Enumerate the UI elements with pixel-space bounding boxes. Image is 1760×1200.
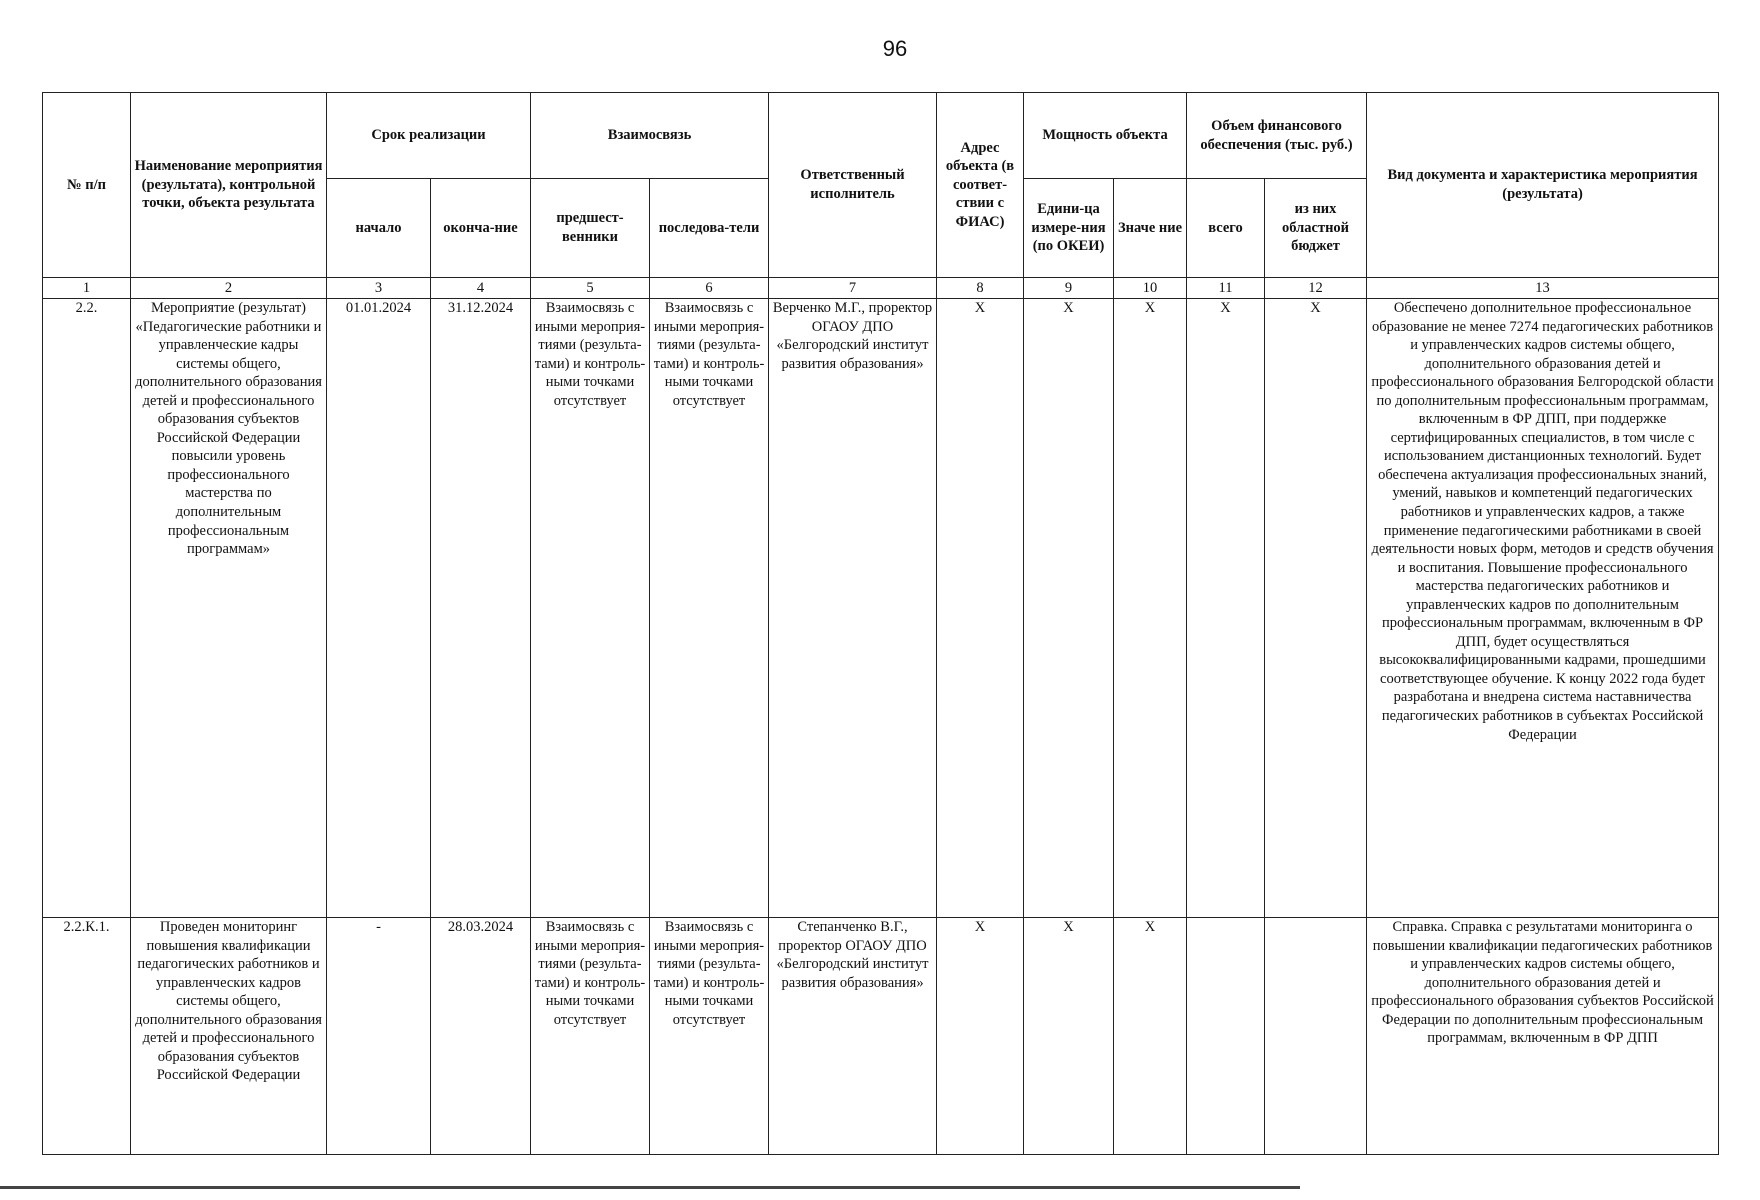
column-number: 11: [1187, 278, 1265, 299]
scan-artifact-line: [0, 1186, 1300, 1189]
column-number: 4: [431, 278, 531, 299]
row-capacity-value: Х: [1114, 918, 1187, 1155]
row-successors: Взаимосвязь с иными мероприя-тиями (результа-тами) и контроль-ными точками отсутствует: [650, 918, 769, 1155]
row-name: Мероприятие (результат) «Педагогические работники и управленческие кадры системы общего, дополнительного образования детей и профессионального образования субъектов Российской Федерации повысили уровень профессионального мастерства по дополнительным профессиональным программам»: [131, 299, 327, 918]
header-capacity-value: Значе ние: [1114, 179, 1187, 278]
header-relation-pred: предшест-венники: [531, 179, 650, 278]
header-relation: Взаимосвязь: [531, 93, 769, 179]
row-capacity-value: Х: [1114, 299, 1187, 918]
header-responsible: Ответственный исполнитель: [769, 93, 937, 278]
row-successors: Взаимосвязь с иными мероприя-тиями (результа-тами) и контроль-ными точками отсутствует: [650, 299, 769, 918]
header-period: Срок реализации: [327, 93, 531, 179]
row-start-date: 01.01.2024: [327, 299, 431, 918]
row-end-date: 31.12.2024: [431, 299, 531, 918]
row-doc-description: Обеспечено дополнительное профессиональное образование не менее 7274 педагогических работников и управленческих кадров системы общего, дополнительного образования детей и профессионального образования Белгородской области по дополнительным профессиональным программам, включенным в ФР ДПП, при поддержке сертифицированных специалистов, в том числе с использованием дистанционных технологий. Будет обеспечена актуализация профессиональных знаний, умений, навыков и компетенций педагогических работников и управленческих кадров, а также применение педагогическими работниками в своей деятельности новых форм, методов и средств обучения и воспитания. Повышение профессионального мастерства педагогических работников и управленческих кадров по дополнительным профессиональным программам, включенным в ФР ДПП, будет осуществляться высококвалифицированными кадрами, прошедшими соответствующее обучение. К концу 2022 года будет разработана и внедрена система наставничества педагогических работников в субъектах Российской Федерации: [1367, 299, 1719, 918]
column-number: 6: [650, 278, 769, 299]
header-period-start: начало: [327, 179, 431, 278]
header-finance-total: всего: [1187, 179, 1265, 278]
column-number: 1: [43, 278, 131, 299]
column-number: 10: [1114, 278, 1187, 299]
row-finance-regional: Х: [1265, 299, 1367, 918]
row-id: 2.2.: [43, 299, 131, 918]
column-number: 12: [1265, 278, 1367, 299]
header-row-1: [43, 93, 1719, 179]
table-row: [43, 918, 1719, 1155]
header-relation-succ: последова-тели: [650, 179, 769, 278]
row-start-date: -: [327, 918, 431, 1155]
header-period-end: оконча-ние: [431, 179, 531, 278]
row-capacity-unit: Х: [1024, 299, 1114, 918]
row-finance-regional: [1265, 918, 1367, 1155]
row-address: Х: [937, 299, 1024, 918]
row-predecessors: Взаимосвязь с иными мероприя-тиями (результа-тами) и контроль-ными точками отсутствует: [531, 299, 650, 918]
row-finance-total: [1187, 918, 1265, 1155]
header-num: № п/п: [43, 93, 131, 278]
header-address: Адрес объекта (в соответ-ствии с ФИАС): [937, 93, 1024, 278]
row-finance-total: Х: [1187, 299, 1265, 918]
column-number: 5: [531, 278, 650, 299]
page-number: 96: [882, 36, 908, 61]
header-finance: Объем финансового обеспечения (тыс. руб.): [1187, 93, 1367, 179]
table-row: [43, 299, 1719, 918]
plan-table: [42, 92, 1719, 1155]
row-end-date: 28.03.2024: [431, 918, 531, 1155]
column-number: 8: [937, 278, 1024, 299]
header-capacity: Мощность объекта: [1024, 93, 1187, 179]
column-number: 7: [769, 278, 937, 299]
row-responsible: Степанченко В.Г., проректор ОГАОУ ДПО «Белгородский институт развития образования»: [769, 918, 937, 1155]
column-number: 3: [327, 278, 431, 299]
row-id: 2.2.К.1.: [43, 918, 131, 1155]
row-name: Проведен мониторинг повышения квалификации педагогических работников и управленческих кадров системы общего, дополнительного образования детей и профессионального образования субъектов Российской Федерации: [131, 918, 327, 1155]
row-address: Х: [937, 918, 1024, 1155]
row-responsible: Верченко М.Г., проректор ОГАОУ ДПО «Белгородский институт развития образования»: [769, 299, 937, 918]
header-capacity-unit: Едини-ца измере-ния (по ОКЕИ): [1024, 179, 1114, 278]
row-predecessors: Взаимосвязь с иными мероприя-тиями (результа-тами) и контроль-ными точками отсутствует: [531, 918, 650, 1155]
header-name: Наименование мероприятия (результата), контрольной точки, объекта результата: [131, 93, 327, 278]
header-finance-regional: из них областной бюджет: [1265, 179, 1367, 278]
header-doc: Вид документа и характеристика мероприятия (результата): [1367, 93, 1719, 278]
column-number: 2: [131, 278, 327, 299]
row-doc-description: Справка. Справка с результатами мониторинга о повышении квалификации педагогических работников и управленческих кадров системы общего, дополнительного образования детей и профессионального образования субъектов Российской Федерации по дополнительным профессиональным программам, включенным в ФР ДПП: [1367, 918, 1719, 1155]
column-number: 13: [1367, 278, 1719, 299]
row-capacity-unit: Х: [1024, 918, 1114, 1155]
column-number: 9: [1024, 278, 1114, 299]
column-number-row: [43, 278, 1719, 299]
